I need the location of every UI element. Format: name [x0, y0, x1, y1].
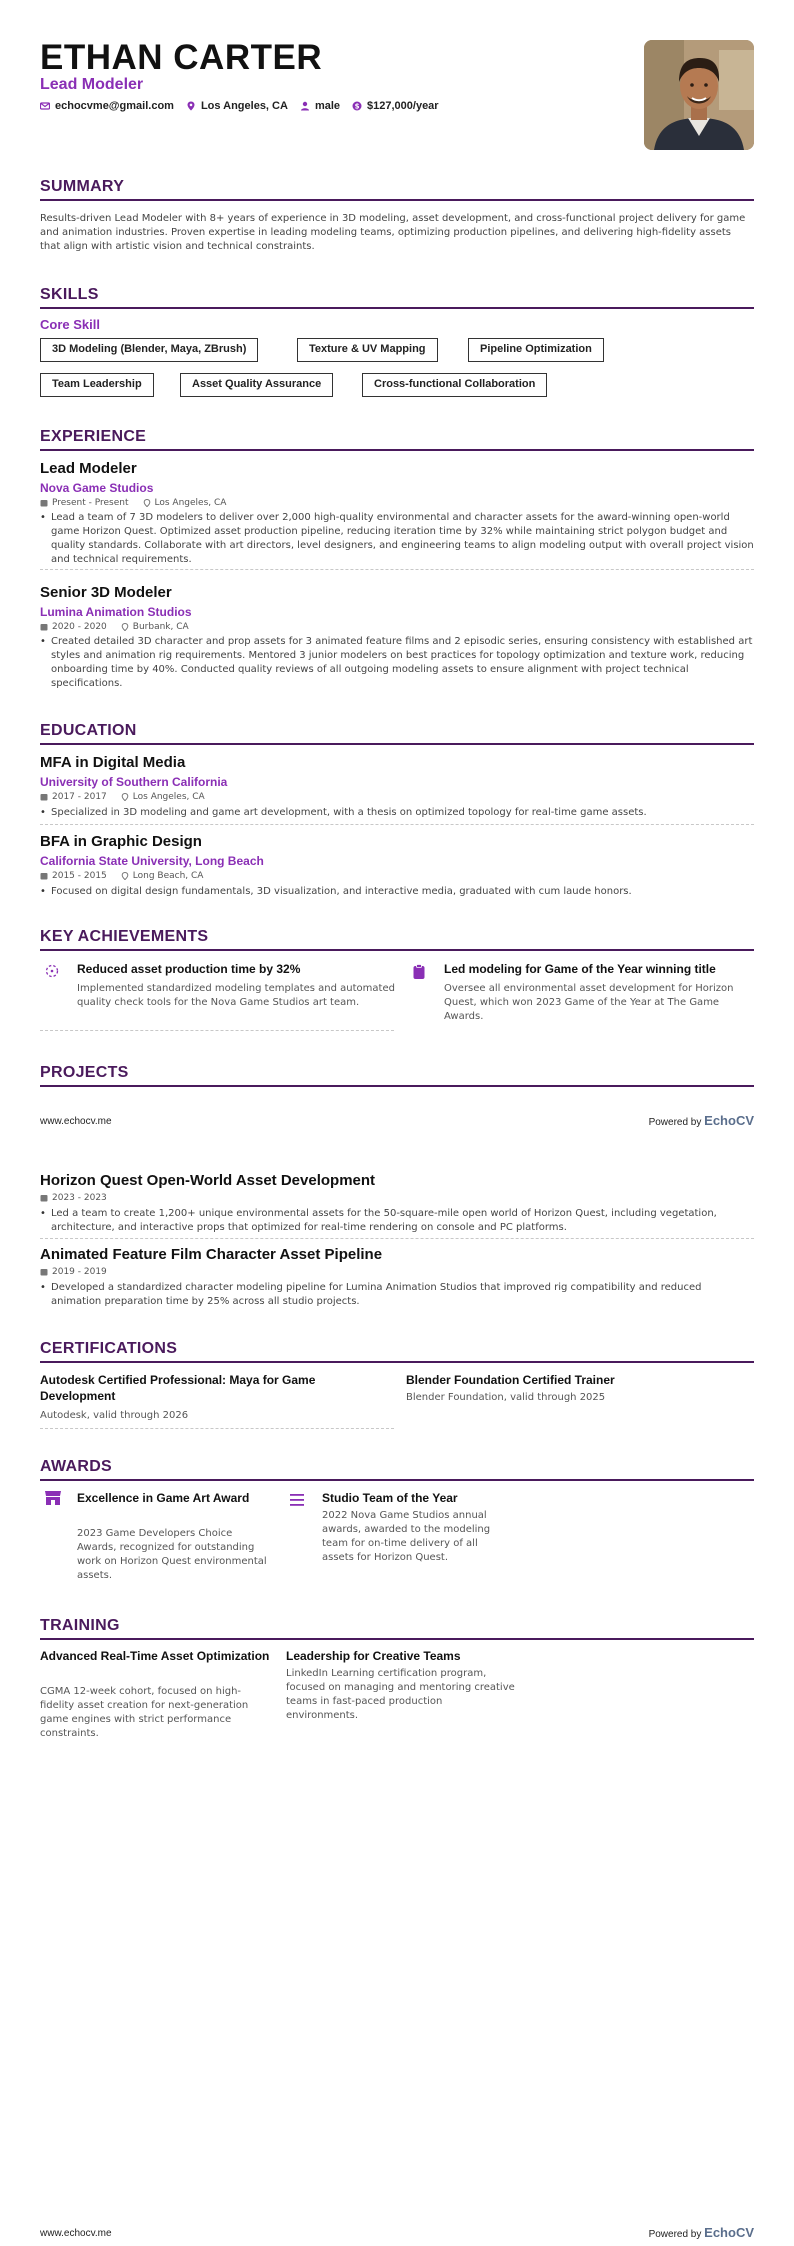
education-location: Long Beach, CA — [132, 871, 204, 881]
training-title: Leadership for Creative Teams — [286, 1649, 461, 1663]
person-icon — [300, 101, 310, 111]
achievement-desc: Implemented standardized modeling templates and automated quality check tools for the Nova Game Studios art team. — [77, 983, 395, 1008]
job-title: Lead Modeler — [40, 460, 137, 477]
education-heading: EDUCATION — [40, 722, 754, 745]
footer-powered[interactable] — [649, 2225, 754, 2240]
summary-heading: SUMMARY — [40, 178, 754, 201]
education-meta — [40, 792, 205, 802]
svg-text:$: $ — [354, 102, 360, 111]
calendar-icon — [40, 623, 48, 631]
project-description: • Developed a standardized character modeling pipeline for Lumina Animation Studios that improved rig compatibility and reduced animation preparation time by 25% across all studio projects. — [40, 1281, 754, 1309]
calendar-icon — [40, 1268, 48, 1276]
location-pin-icon — [121, 623, 129, 631]
job-location: Burbank, CA — [132, 622, 189, 632]
calendar-icon — [40, 872, 48, 880]
award-desc: 2022 Nova Game Studios annual awards, awarded to the modeling team for on-time delivery of all assets for Horizon Quest. — [322, 1510, 491, 1563]
summary-text: Results-driven Lead Modeler with 8+ years of experience in 3D modeling, asset development, and cross-functional project delivery for game and animation industries. Proven expertise in leading modeling teams, optimizing production pipelines, and delivering high-fidelity assets that align with artistic vision and technical constraints. — [40, 213, 746, 252]
mail-icon — [40, 101, 50, 111]
degree-title: BFA in Graphic Design — [40, 833, 202, 850]
salary-icon — [352, 101, 362, 111]
calendar-icon — [40, 793, 48, 801]
store-icon — [44, 1490, 62, 1506]
footer-site-link[interactable]: www.echocv.me — [40, 2228, 112, 2239]
job-location: Los Angeles, CA — [154, 498, 227, 508]
divider — [40, 1238, 754, 1239]
divider — [40, 1428, 394, 1429]
progress-icon — [45, 964, 59, 978]
job-meta — [40, 622, 189, 632]
project-dates: 2019 - 2019 — [52, 1267, 107, 1277]
profile-portrait-icon — [644, 40, 754, 150]
skill-chip: Pipeline Optimization — [468, 338, 604, 362]
job-title: Senior 3D Modeler — [40, 584, 172, 601]
job-description: • Created detailed 3D character and prop assets for 3 animated feature films and 2 episodic series, ensuring consistency with established art styles and animation rig requirements. Mentored 3 junior modelers on best practices for topology optimization and texture work, reducing onboarding time by 40%. Conducted quality reviews of all outgoing modeling assets to ensure alignment with project technical specifications. — [40, 635, 754, 691]
awards-heading: AWARDS — [40, 1458, 754, 1481]
job-dates: Present - Present — [52, 498, 129, 508]
cert-title: Autodesk Certified Professional: Maya for Game Development — [40, 1373, 316, 1403]
degree-title: MFA in Digital Media — [40, 754, 186, 771]
menu-lines-icon — [290, 1494, 304, 1506]
divider — [40, 824, 754, 825]
education-dates: 2015 - 2015 — [52, 871, 107, 881]
skill-chip: Team Leadership — [40, 373, 154, 397]
education-meta — [40, 871, 203, 881]
contact-salary — [352, 100, 439, 112]
school-name: California State University, Long Beach — [40, 854, 264, 868]
contact-email[interactable] — [40, 100, 174, 112]
project-title: Horizon Quest Open-World Asset Development — [40, 1172, 376, 1189]
school-name: University of Southern California — [40, 775, 228, 789]
company-name: Lumina Animation Studios — [40, 605, 192, 619]
location-pin-icon — [121, 793, 129, 801]
education-location: Los Angeles, CA — [132, 792, 205, 802]
education-dates: 2017 - 2017 — [52, 792, 107, 802]
skills-heading: SKILLS — [40, 286, 754, 309]
achievement-title: Reduced asset production time by 32% — [77, 962, 301, 976]
skill-chip: Asset Quality Assurance — [180, 373, 333, 397]
contact-location — [186, 100, 288, 112]
email-text: echocvme@gmail.com — [55, 100, 174, 112]
certifications-heading: CERTIFICATIONS — [40, 1340, 754, 1363]
training-desc: LinkedIn Learning certification program, focused on managing and mentoring creative teams in fast-paced production environments. — [286, 1668, 515, 1721]
calendar-icon — [40, 499, 48, 507]
powered-by-text: Powered by — [648, 2229, 702, 2240]
achievement-title: Led modeling for Game of the Year winning title — [444, 962, 716, 976]
skill-chip: Cross-functional Collaboration — [362, 373, 547, 397]
achievement-desc: Oversee all environmental asset development for Horizon Quest, which won 2023 Game of the Year at The Game Awards. — [444, 983, 734, 1022]
candidate-name: ETHAN CARTER — [40, 38, 323, 77]
training-title: Advanced Real-Time Asset Optimization — [40, 1649, 270, 1663]
job-dates: 2020 - 2020 — [52, 622, 107, 632]
education-description: • Specialized in 3D modeling and game art development, with a thesis on optimized topology for real-time game assets. — [40, 806, 754, 820]
job-meta — [40, 498, 226, 508]
training-heading: TRAINING — [40, 1617, 754, 1640]
calendar-icon — [40, 1194, 48, 1202]
award-title: Studio Team of the Year — [322, 1491, 458, 1505]
skill-chip: Texture & UV Mapping — [297, 338, 438, 362]
project-dates: 2023 - 2023 — [52, 1193, 107, 1203]
job-description: • Lead a team of 7 3D modelers to deliver over 2,000 high-quality environmental and character assets for the award-winning open-world game Horizon Quest. Optimized asset production pipeline, reducing iteration time by 32% while maintaining strict polygon budget and quality standards. Collaborate with art directors, level designers, and engineering teams to align modeling output with overall project vision and technical requirements. — [40, 511, 754, 567]
salary-text: $127,000/year — [367, 100, 439, 112]
divider — [40, 569, 754, 570]
project-meta — [40, 1267, 107, 1277]
powered-by-text: Powered by — [648, 1117, 702, 1128]
location-pin-icon — [143, 499, 151, 507]
project-title: Animated Feature Film Character Asset Pipeline — [40, 1246, 383, 1263]
projects-heading: PROJECTS — [40, 1064, 754, 1087]
clipboard-icon — [412, 964, 426, 980]
training-desc: CGMA 12-week cohort, focused on high-fidelity asset creation for next-generation game engines with strict performance constraints. — [40, 1686, 249, 1739]
divider — [40, 1030, 394, 1031]
profile-photo — [644, 40, 754, 150]
experience-heading: EXPERIENCE — [40, 428, 754, 451]
education-description: • Focused on digital design fundamentals, 3D visualization, and interactive media, graduated with cum laude honors. — [40, 885, 754, 899]
footer-powered[interactable] — [649, 1113, 754, 1128]
location-pin-icon — [186, 101, 196, 111]
contact-row — [40, 100, 439, 112]
skill-chip: 3D Modeling (Blender, Maya, ZBrush) — [40, 338, 258, 362]
award-desc: 2023 Game Developers Choice Awards, recognized for outstanding work on Horizon Quest environmental assets. — [77, 1528, 267, 1581]
brand-logo: EchoCV — [704, 1113, 754, 1128]
location-pin-icon — [121, 872, 129, 880]
award-title: Excellence in Game Art Award — [77, 1491, 250, 1505]
achievements-heading: KEY ACHIEVEMENTS — [40, 928, 754, 951]
cert-desc: Blender Foundation, valid through 2025 — [406, 1392, 606, 1403]
project-meta — [40, 1193, 107, 1203]
project-description: • Led a team to create 1,200+ unique environmental assets for the 50-square-mile open world of Horizon Quest, including vegetation, architecture, and interactive props that optimized for real-time rendering on console and PC platforms. — [40, 1207, 754, 1235]
cert-desc: Autodesk, valid through 2026 — [40, 1410, 189, 1421]
gender-text: male — [314, 100, 341, 112]
company-name: Nova Game Studios — [40, 481, 154, 495]
contact-gender — [300, 100, 340, 112]
cert-title: Blender Foundation Certified Trainer — [406, 1373, 615, 1387]
footer-site-link[interactable]: www.echocv.me — [40, 1116, 112, 1127]
candidate-role: Lead Modeler — [40, 76, 144, 93]
brand-logo: EchoCV — [704, 2225, 754, 2240]
core-skill-label: Core Skill — [40, 317, 100, 332]
location-text: Los Angeles, CA — [200, 100, 288, 112]
